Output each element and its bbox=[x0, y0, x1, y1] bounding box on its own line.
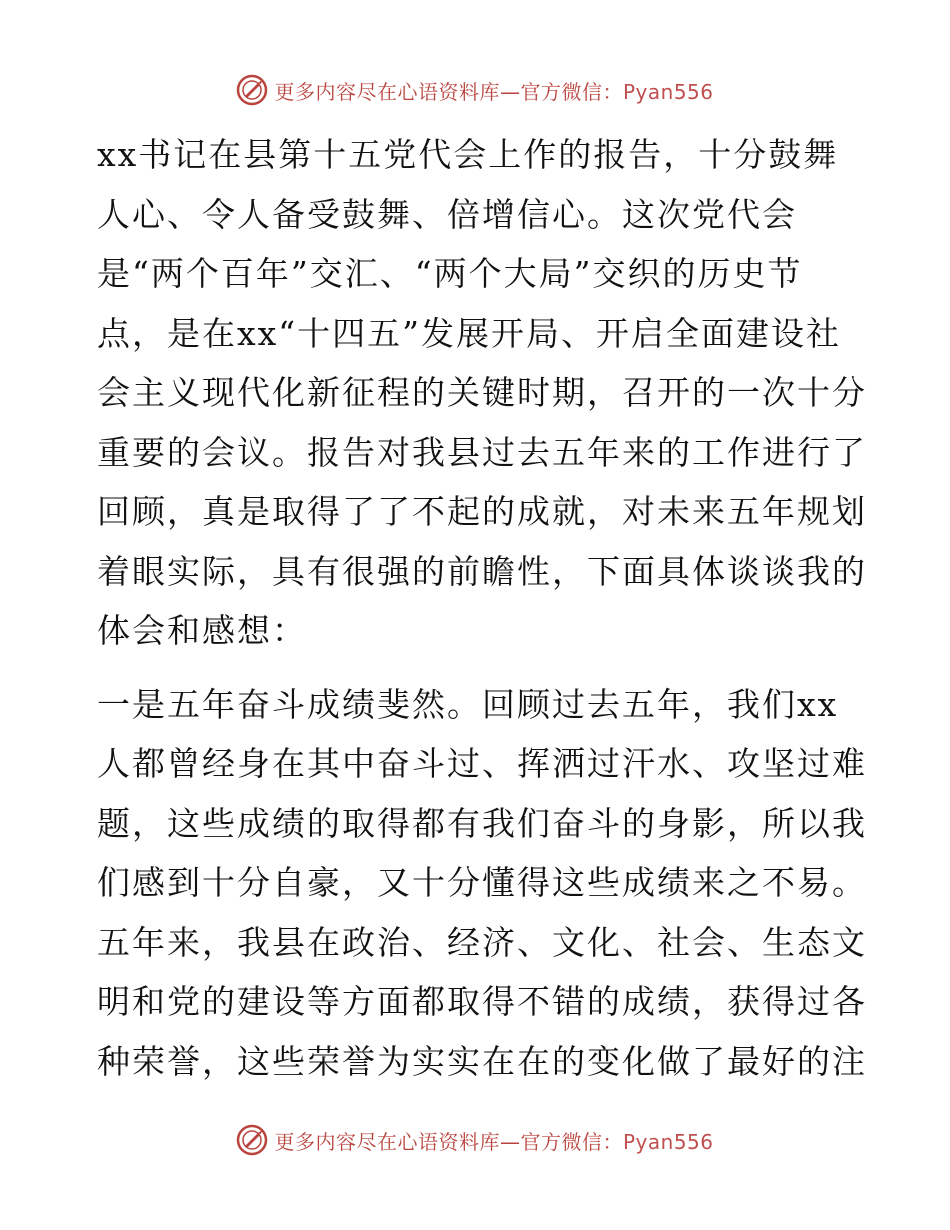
text-line: 重要的会议。报告对我县过去五年来的工作进行了 bbox=[97, 432, 867, 472]
watermark-label: 更多内容尽在心语资料库—官方微信： bbox=[274, 1129, 623, 1154]
watermark-text bbox=[274, 1126, 713, 1155]
text-line: 回顾，真是取得了了不起的成就，对未来五年规划 bbox=[97, 492, 867, 531]
text-line: 题，这些成绩的取得都有我们奋斗的身影，所以我 bbox=[97, 803, 867, 843]
text-line: 种荣誉，这些荣誉为实实在在的变化做了最好的注 bbox=[97, 1041, 867, 1081]
text-line: 五年来，我县在政治、经济、文化、社会、生态文 bbox=[97, 922, 867, 962]
text-line: 人心、令人备受鼓舞、倍增信心。这次党代会 bbox=[97, 194, 797, 234]
watermark-label: 更多内容尽在心语资料库—官方微信： bbox=[274, 79, 623, 104]
header-watermark bbox=[0, 70, 950, 110]
text-line: xx书记在县第十五党代会上作的报告，十分鼓舞 bbox=[97, 135, 839, 174]
paragraph-1 bbox=[97, 125, 867, 661]
watermark-handle: Pyan556 bbox=[622, 79, 714, 104]
watermark-text bbox=[274, 76, 713, 105]
seal-logo-icon bbox=[236, 74, 268, 106]
paragraph-2 bbox=[97, 675, 867, 1092]
text-line: 着眼实际，具有很强的前瞻性，下面具体谈谈我的 bbox=[97, 551, 867, 591]
seal-logo-icon bbox=[236, 1124, 268, 1156]
text-line: 点，是在xx“十四五”发展开局、开启全面建设社 bbox=[97, 313, 841, 353]
text-line: 会主义现代化新征程的关键时期，召开的一次十分 bbox=[97, 373, 867, 412]
text-line: 明和党的建设等方面都取得不错的成绩，获得过各 bbox=[97, 982, 867, 1021]
document-body bbox=[97, 125, 867, 1091]
text-line: 人都曾经身在其中奋斗过、挥洒过汗水、攻坚过难 bbox=[97, 744, 867, 783]
text-line: 体会和感想： bbox=[97, 611, 307, 650]
footer-watermark bbox=[0, 1120, 950, 1160]
text-line: 们感到十分自豪，又十分懂得这些成绩来之不易。 bbox=[97, 863, 867, 902]
text-line: 是“两个百年”交汇、“两个大局”交织的历史节 bbox=[97, 254, 803, 293]
text-line: 一是五年奋斗成绩斐然。回顾过去五年，我们xx bbox=[97, 684, 839, 724]
watermark-handle: Pyan556 bbox=[622, 1129, 714, 1154]
paragraph-spacer bbox=[97, 661, 857, 675]
